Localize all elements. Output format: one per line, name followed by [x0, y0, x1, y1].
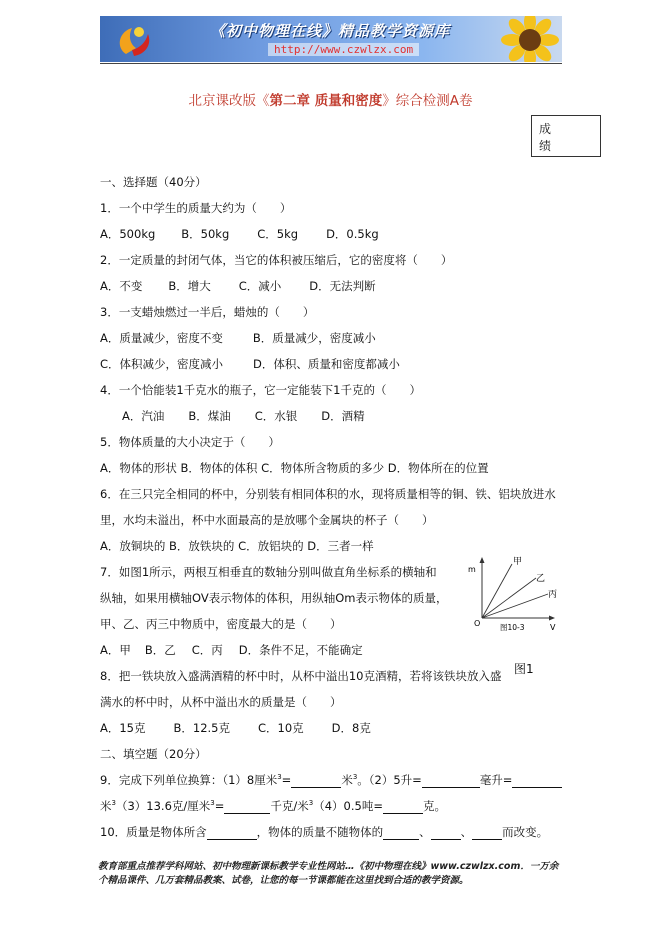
q10-blank-4[interactable] [472, 827, 502, 840]
q9-text-1: 9．完成下列单位换算：（1）8厘米 [100, 773, 278, 787]
q9-text-8: = [214, 799, 225, 813]
q3-stem: 3．一支蜡烛燃过一半后，蜡烛的（ ） [100, 305, 315, 319]
q5-options: A．物体的形状 B．物体的体积 C．物体所含物质的多少 D．物体所在的位置 [100, 461, 489, 475]
q6-stem-line1: 6．在三只完全相同的杯中，分别装有相同体积的水，现将质量相等的铜、铁、铝块放进水 [100, 487, 556, 501]
score-box [531, 115, 601, 157]
q8-stem-line1: 8．把一铁块放入盛满酒精的杯中时，从杯中溢出10克酒精，若将该铁块放入盛 [100, 669, 502, 683]
section-fill-heading: 二、填空题（20分） [100, 747, 207, 761]
q2-stem: 2．一定质量的封闭气体，当它的体积被压缩后，它的密度将（ ） [100, 253, 453, 267]
q7-stem-line1: 7．如图1所示，两根互相垂直的数轴分别叫做直角坐标系的横轴和 [100, 565, 437, 579]
q9-line2 [100, 798, 446, 814]
header-rule [100, 63, 562, 64]
q10-text-1: 10．质量是物体所含 [100, 825, 207, 839]
q7-stem-line3: 甲、乙、丙三中物质中，密度最大的是（ ） [100, 617, 342, 631]
q9-sup-4: 3 [210, 799, 215, 808]
q9-sup-5: 3 [308, 799, 314, 808]
footer-line-1: 教育部重点推荐学科网站、初中物理新课标教学专业性网站…《初中物理在线》www.czwlzx.com．一万余 [98, 861, 559, 872]
q7-option-d: D．条件不足，不能确定 [238, 643, 363, 657]
q9-text-11: 克。 [422, 799, 446, 813]
axis-v-label: V [550, 623, 556, 632]
q2-option-c: C．减小 [238, 279, 282, 293]
q10-blank-1[interactable] [207, 827, 257, 840]
banner-url: http://www.czwlzx.com [268, 43, 419, 56]
title-prefix: 北京课改版《 [188, 93, 270, 109]
q9-line1 [100, 772, 562, 788]
q9-blank-1[interactable] [291, 775, 341, 788]
m-axis-arrow-icon [480, 557, 485, 563]
q9-sup-3: 3 [111, 799, 116, 808]
q8-option-d: D．8克 [331, 721, 371, 735]
q8-option-a: A．15克 [100, 721, 146, 735]
title-chapter: 第二章 质量和密度 [269, 93, 383, 109]
q7-options [100, 642, 363, 658]
footer-line-2: 个精品课件、几万套精品教案、试卷，让您的每一节课都能在这里找到合适的教学资源。 [98, 875, 469, 886]
q6-options: A．放铜块的 B．放铁块的 C．放铝块的 D．三者一样 [100, 539, 374, 553]
q2-option-d: D．无法判断 [309, 279, 376, 293]
q3-options-row2 [100, 356, 400, 372]
q8-stem-line2: 满水的杯中时，从杯中溢出水的质量是（ ） [100, 695, 342, 709]
q7-option-a: A．甲 [100, 643, 131, 657]
q5-stem: 5．物体质量的大小决定于（ ） [100, 435, 280, 449]
q7-stem-line2: 纵轴，如果用横轴OV表示物体的体积，用纵轴Om表示物体的质量， [100, 591, 448, 605]
q1-option-b: B．50kg [181, 227, 230, 241]
q9-text-3: 米 [341, 773, 353, 787]
q3-option-d: D．体积、质量和密度都减小 [253, 357, 400, 371]
q9-text-5: 毫升= [479, 773, 513, 787]
q9-blank-3[interactable] [512, 775, 562, 788]
origin-label: O [474, 619, 481, 628]
q3-option-b: B．质量减少，密度减小 [252, 331, 376, 345]
q7-option-c: C．丙 [191, 643, 223, 657]
document-title [0, 89, 661, 109]
q6-stem-line2: 里，水均未溢出，杯中水面最高的是放哪个金属块的杯子（ ） [100, 513, 434, 527]
q10-text-5: 而改变。 [502, 825, 549, 839]
q8-option-b: B．12.5克 [173, 721, 230, 735]
q8-options [100, 720, 371, 736]
q4-option-a: A．汽油 [122, 409, 165, 423]
page-footer [98, 860, 568, 888]
q9-text-7: （3）13.6克/厘米 [115, 799, 211, 813]
q4-option-b: B．煤油 [188, 409, 231, 423]
q4-options [122, 408, 365, 424]
line-bing-label: 丙 [548, 590, 558, 600]
q1-stem: 1．一个中学生的质量大约为（ ） [100, 201, 292, 215]
title-suffix: 》综合检测A卷 [382, 93, 473, 109]
q10-text-2: ，物体的质量不随物体的 [256, 825, 384, 839]
q10-text-3: 、 [419, 825, 431, 839]
q1-option-d: D．0.5kg [326, 227, 379, 241]
q3-option-c: C．体积减少，密度减小 [100, 357, 224, 371]
q9-text-4: 。（2）5升= [357, 773, 422, 787]
banner-title: 《初中物理在线》精品教学资源库 [210, 22, 451, 40]
q8-option-c: C．10克 [258, 721, 304, 735]
line-bing [482, 594, 548, 618]
q2-option-a: A．不变 [100, 279, 143, 293]
q10-text-4: 、 [460, 825, 473, 839]
q9-blank-4[interactable] [224, 801, 270, 814]
figure-caption: 图10-3 [500, 623, 525, 632]
mass-volume-figure [466, 554, 566, 632]
q9-sup-2: 3 [352, 773, 358, 782]
line-yi [482, 578, 536, 618]
line-yi-label: 乙 [536, 574, 546, 584]
axis-m-label: m [468, 565, 476, 574]
q9-text-6: 米 [100, 799, 112, 813]
q3-options-row1 [100, 330, 376, 346]
q1-options [100, 226, 379, 242]
score-label-2: 绩 [539, 139, 552, 153]
q4-stem: 4．一个恰能装1千克水的瓶子，它一定能装下1千克的（ ） [100, 383, 421, 397]
sunflower-icon [500, 16, 560, 62]
q9-blank-2[interactable] [422, 775, 480, 788]
site-logo-icon [106, 18, 166, 60]
q9-blank-5[interactable] [383, 801, 423, 814]
v-axis-arrow-icon [549, 616, 555, 621]
q2-options [100, 278, 376, 294]
q10-blank-3[interactable] [431, 827, 461, 840]
q9-sup-1: 3 [277, 773, 282, 782]
q10-line [100, 824, 548, 840]
header-banner [100, 16, 562, 62]
q4-option-d: D．酒精 [321, 409, 365, 423]
line-jia-label: 甲 [513, 557, 523, 567]
q10-blank-2[interactable] [383, 827, 419, 840]
q9-text-2: = [281, 773, 292, 787]
q4-option-c: C．水银 [254, 409, 298, 423]
section-choice-heading: 一、选择题（40分） [100, 175, 207, 189]
q1-option-c: C．5kg [257, 227, 299, 241]
q1-option-a: A．500kg [100, 227, 156, 241]
q9-text-10: （4）0.5吨= [313, 799, 383, 813]
q3-option-a: A．质量减少，密度不变 [100, 331, 223, 345]
figure-label: 图1 [514, 662, 534, 676]
score-label-1: 成 [539, 122, 552, 136]
q9-text-9: 千克/米 [270, 799, 309, 813]
q2-option-b: B．增大 [168, 279, 211, 293]
line-jia [482, 564, 512, 618]
q7-option-b: B．乙 [144, 643, 176, 657]
